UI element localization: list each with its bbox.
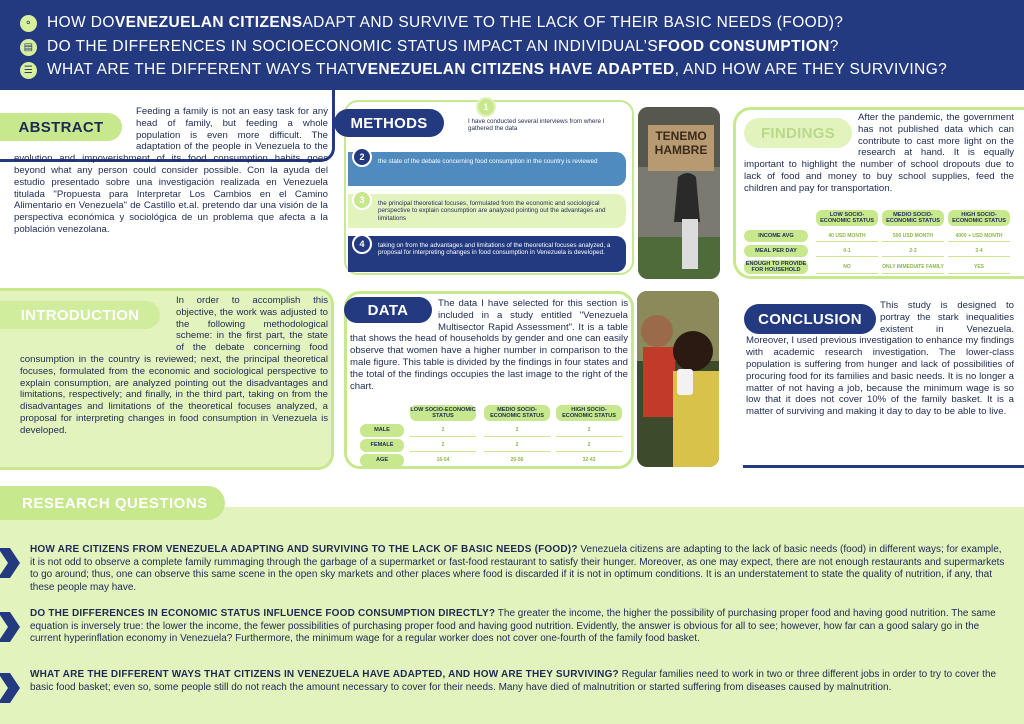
findings-cell: 500 USD MONTH [882,230,944,242]
data-row-header: MALE [360,424,404,437]
findings-cell: ONLY IMMEDIATE FAMILY [882,260,944,274]
data-cell: 32-43 [556,454,622,467]
method-step-1: I have conducted several interviews from where I gathered the data [462,110,622,142]
method-step-3: the principal theoretical focuses, formulated from the economic and sociological perspective to explain consumption are analyzed pointing out the advantages and limitations [348,194,626,228]
data-title: DATA [344,297,432,323]
research-question-3: WHAT ARE THE DIFFERENT WAYS THAT CITIZENS IN VENEZUELA HAVE ADAPTED, AND HOW ARE THEY SURVIVING? Regular families need to work in two or three different jobs in order to try to cover the basic food basket; even so, some people still do not reach the amount necessary to cover for their needs. Many have died of malnutrition or started suffering from diseases caused by malnutrition. [30,669,997,693]
data-cell: 2 [556,439,622,452]
step-number-4: 4 [352,234,372,254]
research-question-1: HOW ARE CITIZENS FROM VENEZUELA ADAPTING AND SURVIVING TO THE LACK OF BASIC NEEDS (FOOD)? Venezuela citizens are adapting to the lack of basic needs (food) in different ways; for example, it is not odd to observe a complete family rummaging through the garbage of a supermarket or fast-food restaurant to satisfy their hunger. Moreover, as one may expect, there are not enough restaurants and supermarkets to go around; thus, one can observe this same scene in the open sky markets and other places where food is discarded if it is not in optimum conditions. It is an understatement to state the quality of nutrition, if any, that these people may have. [30,544,1005,593]
data-cell: 2 [410,424,476,437]
data-text: The data I have selected for this section is included in a study entitled "Venezuela Multisector Rapid Assessment". It is a table that shows the head of households by gender and one can easily observe that women have a higher number in comparison to the male figure. This table is divided by the findings in four states and the total of the findings occupies the last image to the right of the chart. [350,298,628,392]
findings-cell: 3-4 [948,245,1010,257]
header-question-1: ⚬ HOW DO VENEZUELAN CITIZENS ADAPT AND SURVIVE TO THE LACK OF THEIR BASIC NEEDS (FOOD)? [20,14,843,32]
findings-cell: 2-3 [882,245,944,257]
step-number-1: 1 [476,97,496,117]
header-question-3: ☰ WHAT ARE THE DIFFERENT WAYS THAT VENEZUELAN CITIZENS HAVE ADAPTED , AND HOW ARE THEY SURVIVING? [20,61,947,79]
method-step-2: the state of the debate concerning food consumption in the country is reviewed [348,152,626,186]
protest-photo [638,107,720,279]
fork-icon: ⚬ [20,15,37,32]
findings-col-header: LOW SOCIO-ECONOMIC STATUS [816,210,878,226]
method-step-4: taking on from the advantages and limitations of the theoretical focuses analyzed, a proposal for interpreting changes in food consumption in Venezuela is developed. [348,236,626,272]
abstract-title: ABSTRACT [0,113,122,141]
data-cell: 20-56 [484,454,550,467]
data-row-header: AGE [360,454,404,467]
conclusion-title: CONCLUSION [744,304,876,334]
step-number-2: 2 [352,147,372,167]
findings-row-header: ENOUGH TO PROVIDE FOR HOUSEHOLD [745,260,807,273]
data-cell: 2 [410,439,476,452]
findings-col-header: HIGH SOCIO-ECONOMIC STATUS [948,210,1010,226]
findings-cell: YES [948,260,1010,274]
findings-cell: 0-1 [816,245,878,257]
findings-title: FINDINGS [744,118,852,148]
research-questions-title: RESEARCH QUESTIONS [0,486,225,520]
findings-col-header: MEDIO SOCIO-ECONOMIC STATUS [882,210,944,226]
findings-row-header: MEAL PER DAY [744,245,808,257]
introduction-text: In order to accomplish this objective, the work was adjusted to the following methodological scheme: in the first part, the state of the debate concerning food consumption in the country is reviewed; next, the principal theoretical focuses, formulated from the economic and sociological perspective to explain consumption, are analyzed pointing out the disadvantages and limitations, respectively; and finally, in the third part, taking on from the disadvantages and limitations of the theoretical focuses analyzed, a proposal for interpreting changes in food consumption in Venezuela is developed. [20,295,328,436]
data-row-header: FEMALE [360,439,404,452]
header-banner [0,0,1024,90]
findings-cell: 4000 + USD MONTH [948,230,1010,242]
findings-row-header: INCOME AVG [744,230,808,242]
findings-cell: NO [816,260,878,274]
research-question-2: DO THE DIFFERENCES IN ECONOMIC STATUS INFLUENCE FOOD CONSUMPTION DIRECTLY? The greater the income, the higher the possibility of purchasing proper food and having good nutrition. The same equation is inversely true: the lower the income, the fewer possibilities of purchasing proper food and having good nutrition. Evidently, the answer is obvious for all to see; however, how far can a good salary go in the current hyperinflation economy in Venezuela? Furthermore, the minimum wage for a regular worker does not cover one-fourth of the family food basket. [30,608,996,645]
data-col-header: MEDIO SOCIO-ECONOMIC STATUS [484,405,550,421]
data-table [360,404,624,466]
introduction-title: INTRODUCTION [0,301,160,329]
data-cell: 16-54 [410,454,476,467]
chevron-right-icon [0,612,20,642]
data-col-header: HIGH SOCIO-ECONOMIC STATUS [556,405,622,421]
step-number-3: 3 [352,190,372,210]
methods-title: METHODS [334,109,444,137]
data-cell: 2 [484,424,550,437]
data-cell: 2 [556,424,622,437]
protest-sign-text: TENEMO HAMBRE [654,129,708,157]
findings-table [744,208,1010,274]
chevron-right-icon [0,673,20,703]
chevron-right-icon [0,548,20,578]
findings-text: After the pandemic, the government has not published data which can contribute to cast more light on the research at hand. It is equally important to highlight the number of school dropouts due to lack of food and money to buy school supplies, feed the children and pay for transportation. [744,112,1014,194]
data-cell: 2 [484,439,550,452]
conclusion-text: This study is designed to portray the stark inequalities existent in Venezuela. Moreover, I used previous investigation to enhance my findings with academic research investigation. The lower-class population is suffering from hunger and lack of possibilities of procuring food for its families and basic needs. It is no longer a matter of not having a job, because the minimum wage is so low that it does not cover 10% of the family basket. It is a matter of surviving and making it day to day to be able to live. [746,300,1014,418]
header-question-2: ▤ DO THE DIFFERENCES IN SOCIOECONOMIC STATUS IMPACT AN INDIVIDUAL’S FOOD CONSUMPTION ? [20,38,839,56]
data-col-header: LOW SOCIO-ECONOMIC STATUS [410,406,476,419]
children-photo [637,291,719,467]
burger-icon: ☰ [20,62,37,79]
findings-cell: 40 USD MONTH [816,230,878,242]
chart-icon: ▤ [20,39,37,56]
abstract-text: Feeding a family is not an easy task for any head of family, but feeding a whole population is even more difficult. The adaptation of the people in Venezuela to the evolution and impoverishment of its food consumption habits goes beyond what any person could consider possible. Con la ayuda del estudio presentado sobre una investigación realizada en Venezuela titulada "Propuesta para Interpretar Los Cambios en el Camino Alimentario en Venezuela" de Castillo et.al. pretendo dar una visión de la perspectiva económica y sociológica de un problema que afecta a la población venezolana. [14,106,328,235]
